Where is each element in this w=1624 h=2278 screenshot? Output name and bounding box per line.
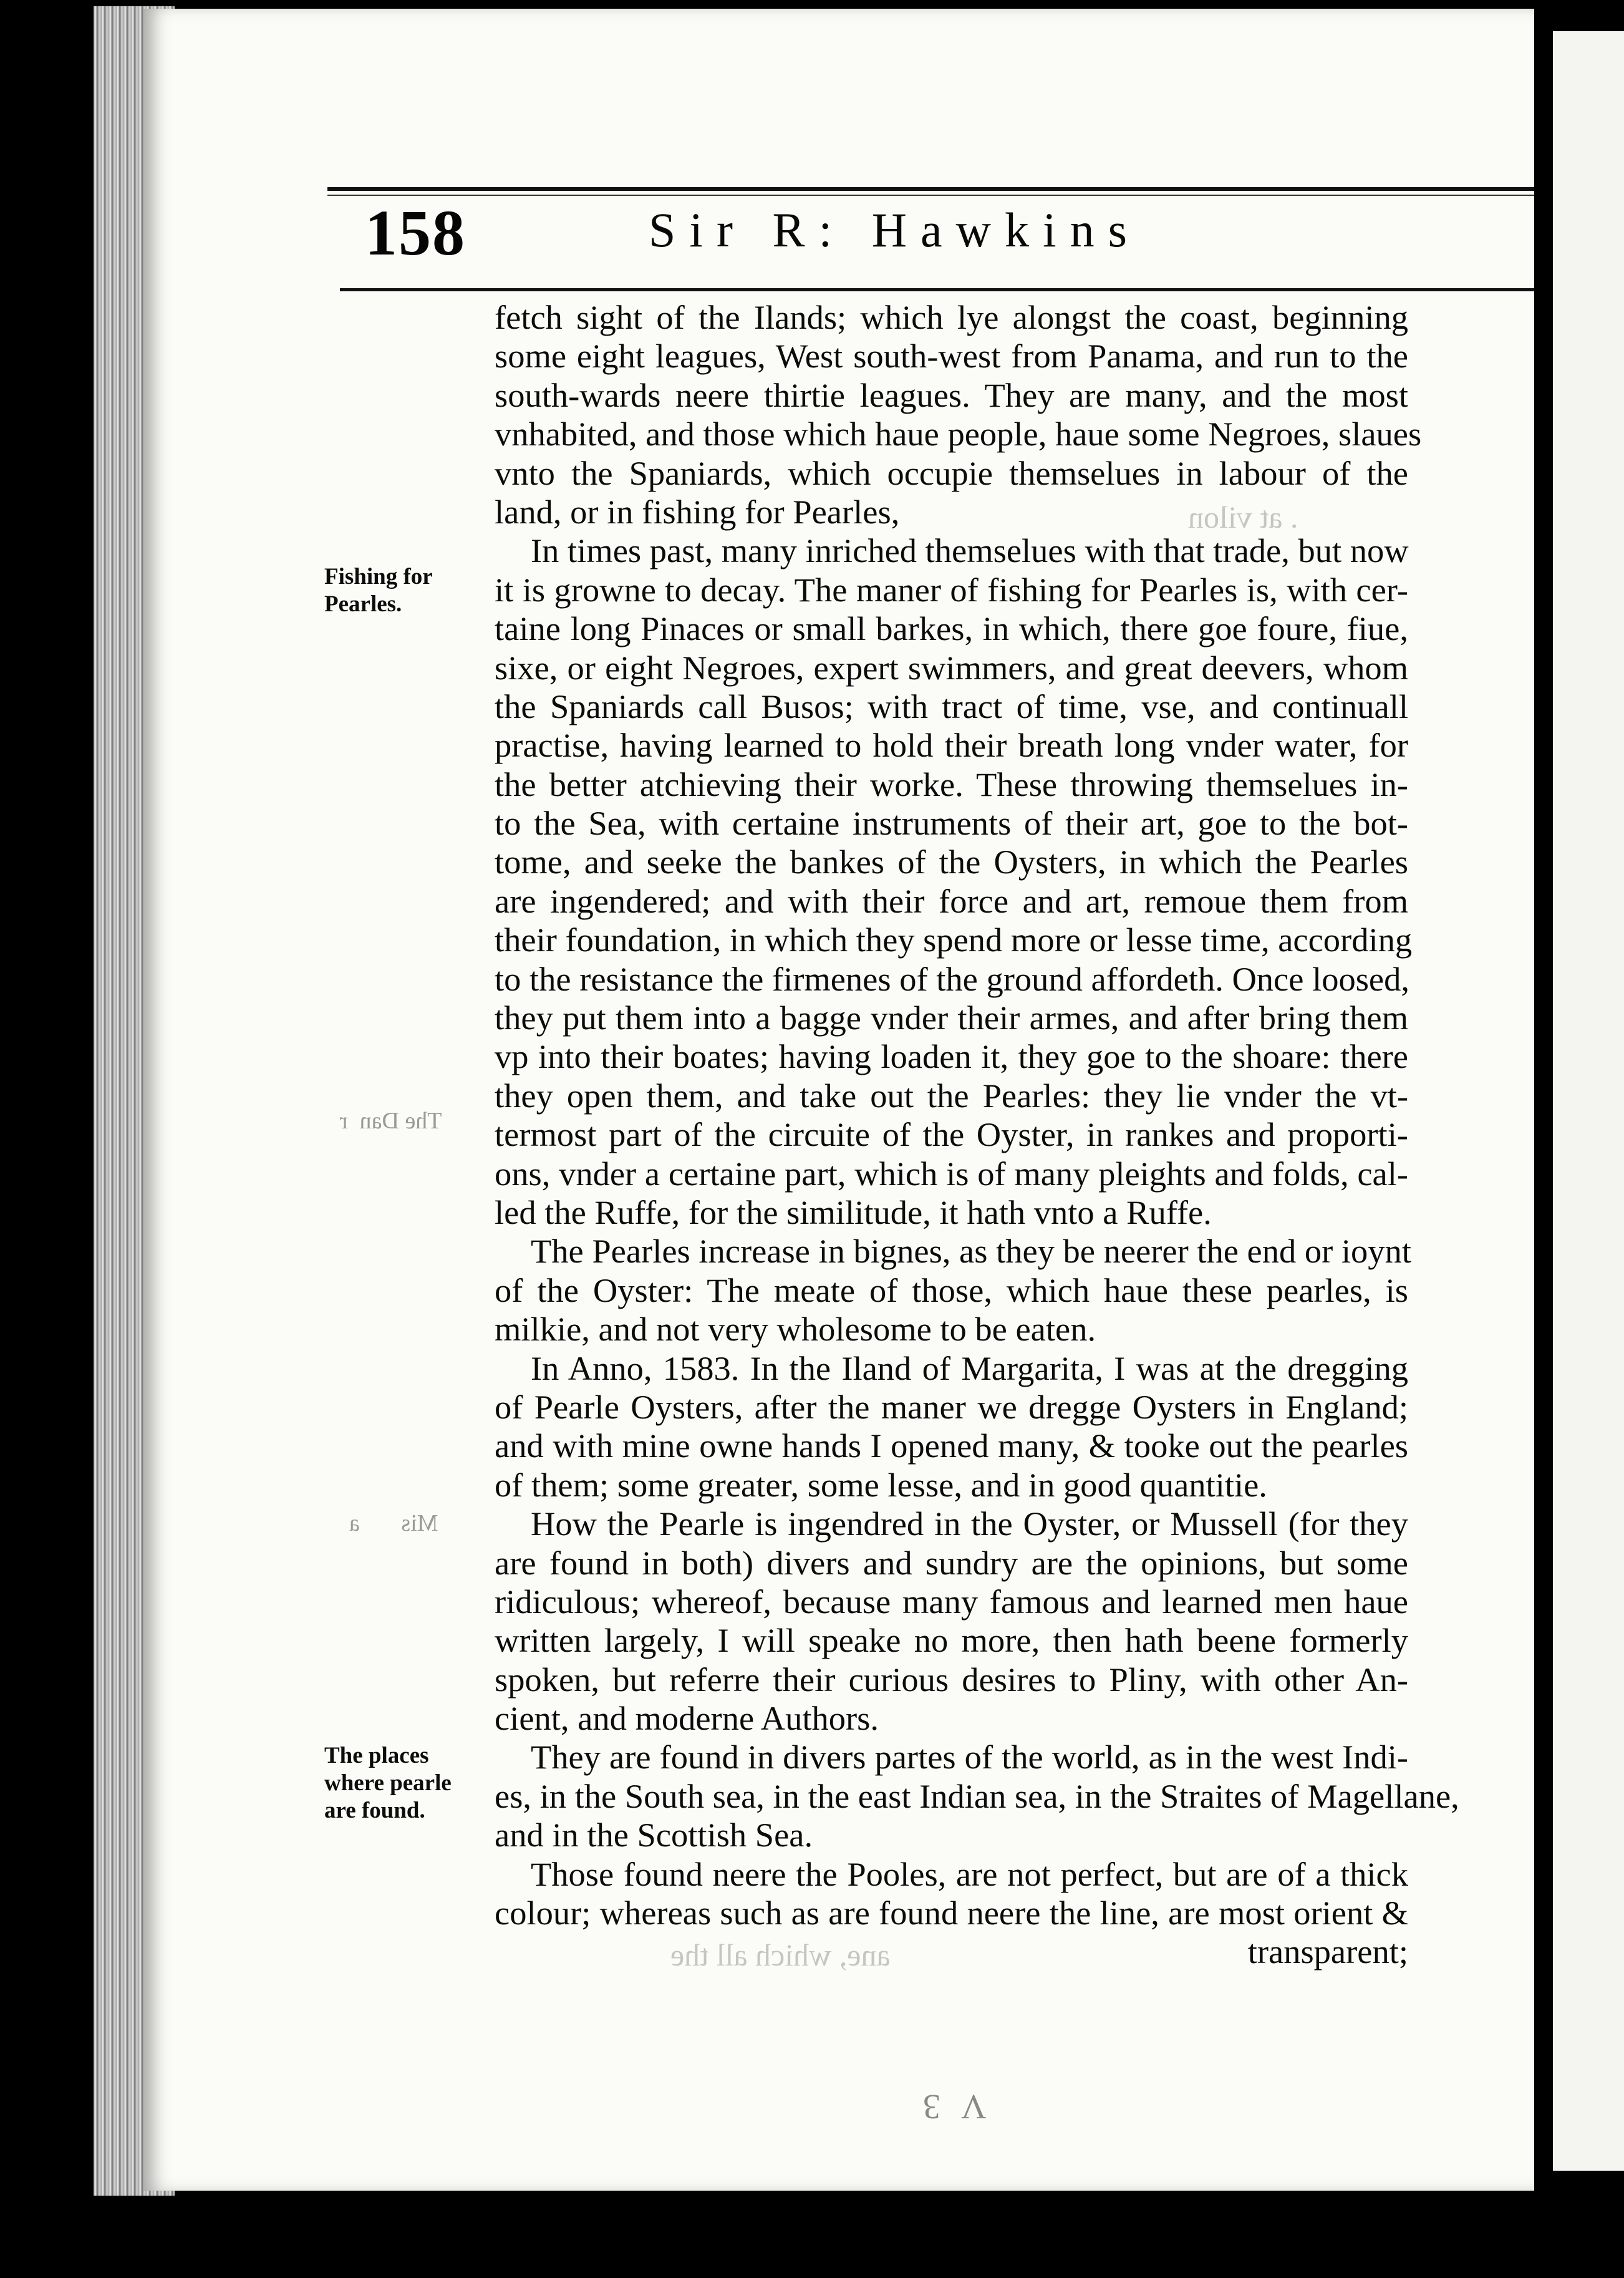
text-line: fetch sight of the Ilands; which lye alongst the coast, beginning bbox=[495, 298, 1408, 336]
show-through-note: The Dan r bbox=[340, 1108, 442, 1134]
text-line: they put them into a bagge vnder their armes, and after bring them bbox=[495, 999, 1408, 1037]
text-line: The Pearles increase in bignes, as they be neerer the end or ioynt bbox=[531, 1232, 1411, 1271]
text-line: es, in the South sea, in the east Indian sea, in the Straites of Magellane, bbox=[495, 1776, 1459, 1815]
text-line: led the Ruffe, for the similitude, it hath vnto a Ruffe. bbox=[495, 1193, 1212, 1231]
text-line: How the Pearle is ingendred in the Oyster, or Mussell (for they bbox=[531, 1505, 1408, 1543]
text-line: vnhabited, and those which haue people, haue some Negroes, slaues bbox=[495, 415, 1422, 453]
page-number: 158 bbox=[365, 197, 466, 269]
text-line: they open them, and take out the Pearles: they lie vnder the vt- bbox=[495, 1076, 1408, 1115]
show-through-text: ane, which all the bbox=[670, 1937, 891, 1972]
text-line: colour; whereas such as are found neere the line, are most orient & bbox=[495, 1894, 1408, 1932]
running-head: Sir R: Hawkins bbox=[649, 203, 1141, 257]
text-line: taine long Pinaces or small barkes, in which, there goe foure, fiue, bbox=[495, 609, 1408, 648]
header-rule bbox=[327, 187, 1534, 191]
text-line: In times past, many inriched themselues with that trade, but now bbox=[531, 531, 1409, 570]
text-line: some eight leagues, West south-west from Panama, and run to the bbox=[495, 337, 1408, 376]
text-line: practise, having learned to hold their breath long vnder water, for bbox=[495, 726, 1408, 765]
text-line: termost part of the circuite of the Oyster, in rankes and proporti- bbox=[495, 1115, 1408, 1154]
text-line: land, or in fishing for Pearles, bbox=[495, 492, 900, 531]
text-line: ons, vnder a certaine part, which is of many pleights and folds, cal- bbox=[495, 1154, 1408, 1193]
text-line: vp into their boates; having loaden it, they goe to the shoare: there bbox=[495, 1037, 1408, 1076]
facing-page-edge bbox=[1553, 31, 1624, 2171]
text-line: of Pearle Oysters, after the maner we dregge Oysters in England; bbox=[495, 1387, 1408, 1426]
text-line: south-wards neere thirtie leagues. They are many, and the most bbox=[495, 376, 1408, 414]
signature-mark: V 3 bbox=[917, 2087, 987, 2126]
margin-note-fishing: Fishing for Pearles. bbox=[324, 564, 433, 617]
text-line: the better atchieving their worke. These throwing themselues in- bbox=[495, 765, 1408, 803]
text-line: and in the Scottish Sea. bbox=[495, 1816, 813, 1854]
text-line: vnto the Spaniards, which occupie themselues in labour of the bbox=[495, 453, 1408, 492]
text-line: written largely, I will speake no more, then hath beene formerly bbox=[495, 1621, 1408, 1660]
show-through-note: Mis a bbox=[349, 1510, 438, 1536]
text-line: are ingendered; and with their force and art, remoue them from bbox=[495, 881, 1408, 920]
text-line: They are found in divers partes of the world, as in the west Indi- bbox=[531, 1738, 1408, 1776]
text-line: milkie, and not very wholesome to be eaten. bbox=[495, 1310, 1096, 1349]
text-line: Those found neere the Pooles, are not perfect, but are of a thick bbox=[531, 1854, 1408, 1893]
text-line: and with mine owne hands I opened many, & tooke out the pearles bbox=[495, 1427, 1408, 1465]
text-line: of them; some greater, some lesse, and in good quantitie. bbox=[495, 1465, 1267, 1504]
text-line: are found in both) divers and sundry are the opinions, but some bbox=[495, 1543, 1408, 1582]
text-rule bbox=[340, 288, 1534, 291]
text-line: their foundation, in which they spend more or lesse time, according bbox=[495, 921, 1413, 959]
margin-note-pearle-places: The places where pearle are found. bbox=[324, 1743, 452, 1823]
show-through-text: . at vilon bbox=[1188, 500, 1298, 535]
header-rule-thin bbox=[327, 195, 1534, 196]
text-line: spoken, but referre their curious desires to Pliny, with other An- bbox=[495, 1660, 1408, 1699]
text-line: ridiculous; whereof, because many famous and learned men haue bbox=[495, 1582, 1408, 1621]
catchword: transparent; bbox=[1247, 1932, 1408, 1971]
text-line: it is growne to decay. The maner of fishing for Pearles is, with cer- bbox=[495, 570, 1408, 609]
text-line: cient, and moderne Authors. bbox=[495, 1699, 879, 1738]
body-text bbox=[495, 298, 1459, 1972]
text-line: of the Oyster: The meate of those, which haue these pearles, is bbox=[495, 1271, 1408, 1309]
text-line: to the Sea, with certaine instruments of their art, goe to the bot- bbox=[495, 804, 1408, 843]
text-line: the Spaniards call Busos; with tract of time, vse, and continuall bbox=[495, 687, 1408, 725]
text-line: In Anno, 1583. In the Iland of Margarita, I was at the dregging bbox=[531, 1349, 1408, 1387]
text-line: to the resistance the firmenes of the ground affordeth. Once loosed, bbox=[495, 959, 1409, 998]
text-line: sixe, or eight Negroes, expert swimmers, and great deevers, whom bbox=[495, 648, 1408, 687]
text-line: tome, and seeke the bankes of the Oysters, in which the Pearles bbox=[495, 843, 1408, 881]
